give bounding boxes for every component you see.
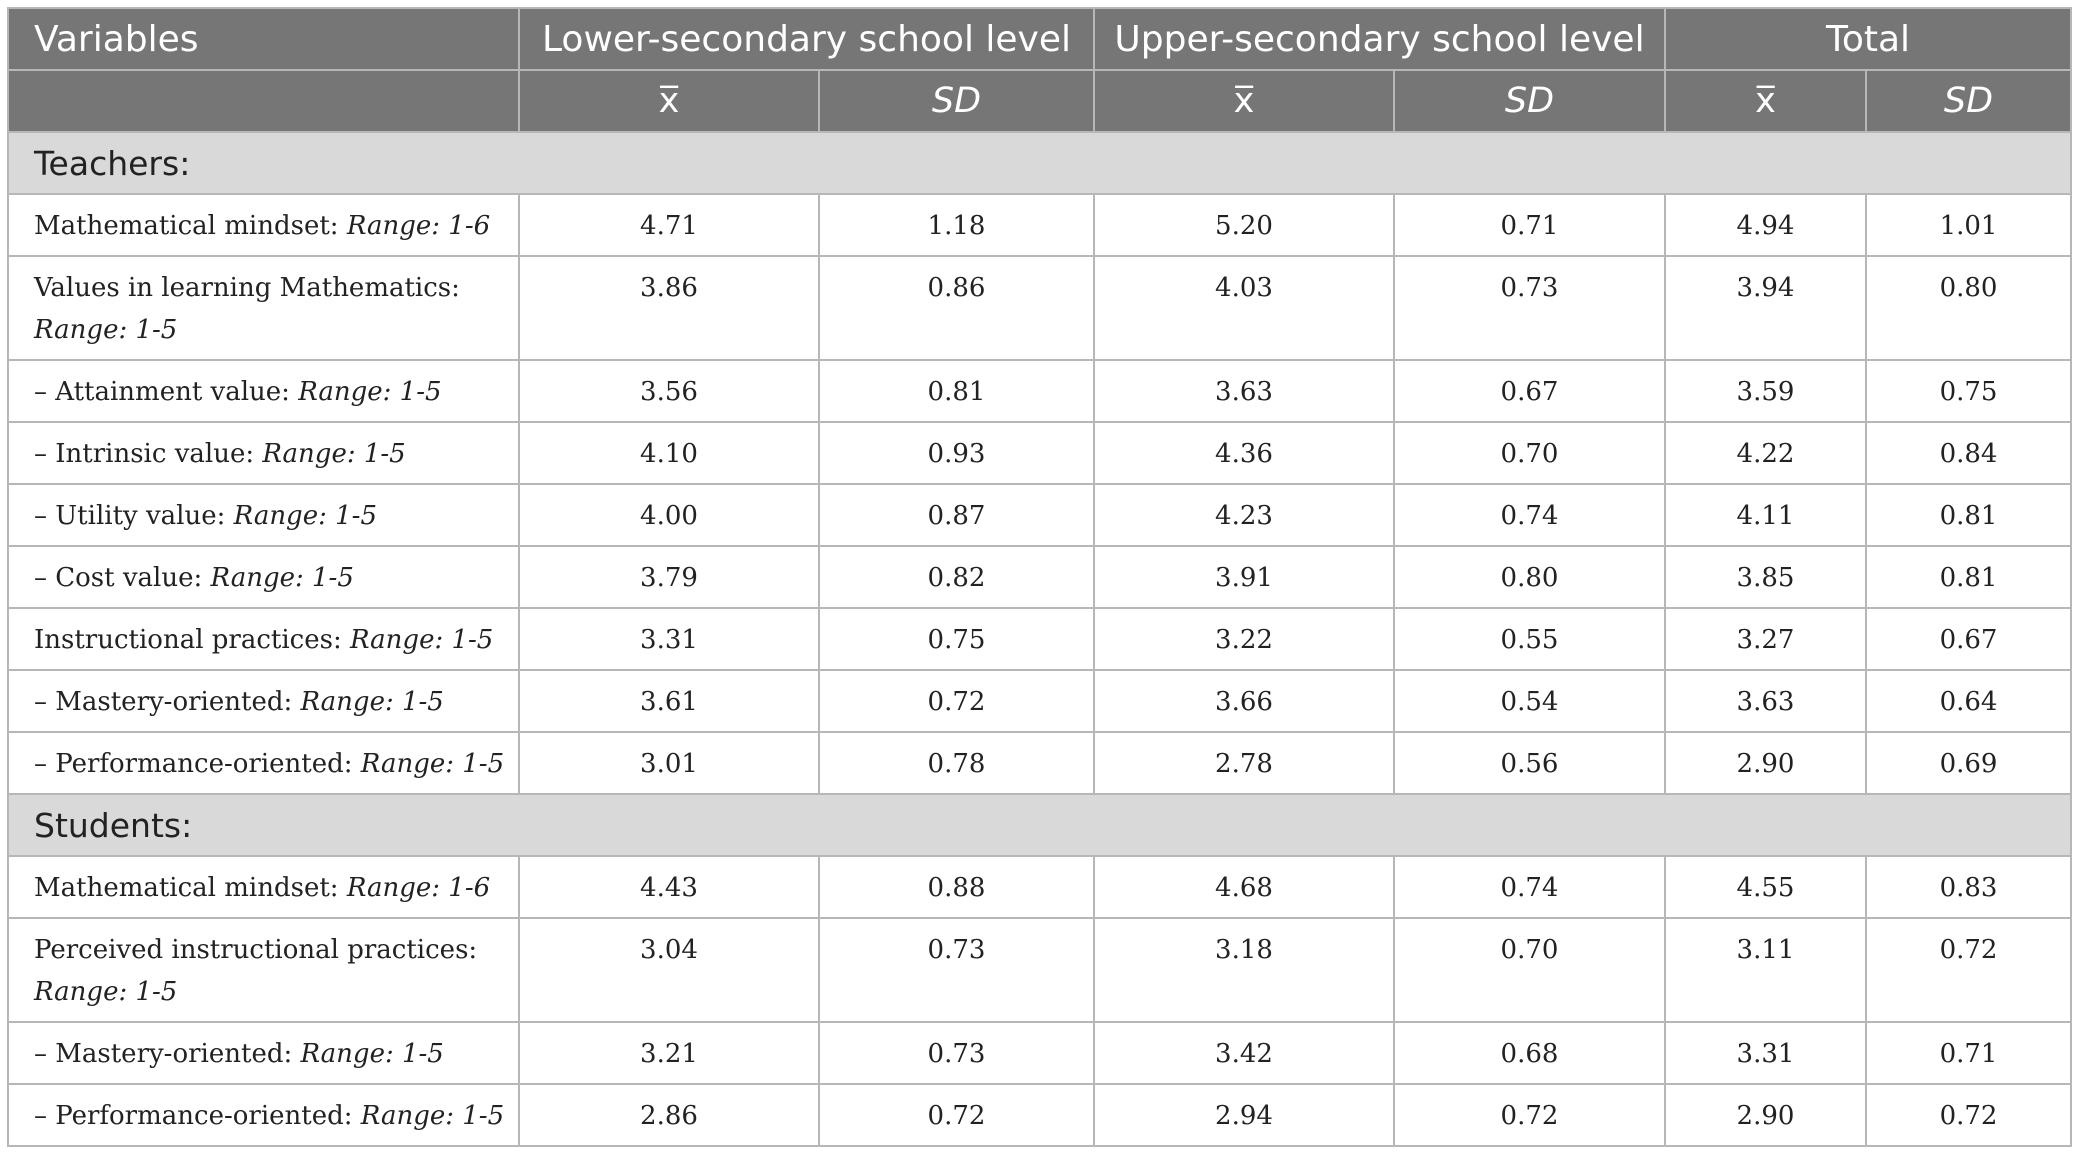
variable-label-cell: [8, 856, 519, 918]
sd-value-cell: 0.80: [1866, 256, 2071, 360]
sd-value-cell: 0.72: [1866, 918, 2071, 1022]
mean-value-cell: 3.42: [1094, 1022, 1394, 1084]
sd-value-cell: 0.56: [1394, 732, 1665, 794]
sd-value-cell: 0.81: [1866, 546, 2071, 608]
sd-value-cell: 0.80: [1394, 546, 1665, 608]
variable-range: Range: 1-5: [34, 977, 178, 1007]
mean-value-cell: 4.23: [1094, 484, 1394, 546]
mean-value-cell: 2.78: [1094, 732, 1394, 794]
variable-name: Perceived instructional practices:: [34, 935, 478, 965]
table-row: [8, 670, 2071, 732]
mean-value-cell: 3.63: [1665, 670, 1866, 732]
variable-range: Range: 1-5: [210, 563, 354, 593]
table-row: [8, 1084, 2071, 1146]
section-header-row: [8, 132, 2071, 194]
sd-value-cell: 0.55: [1394, 608, 1665, 670]
variable-range: Range: 1-5: [350, 625, 494, 655]
mean-value-cell: 3.63: [1094, 360, 1394, 422]
sd-value-cell: 0.78: [819, 732, 1094, 794]
table-row: [8, 422, 2071, 484]
sd-value-cell: 0.54: [1394, 670, 1665, 732]
mean-value-cell: 4.36: [1094, 422, 1394, 484]
sd-value-cell: 0.73: [1394, 256, 1665, 360]
mean-value-cell: 3.86: [519, 256, 819, 360]
variable-name: – Performance-oriented:: [34, 749, 361, 779]
sd-value-cell: 0.74: [1394, 856, 1665, 918]
sd-value-cell: 0.81: [819, 360, 1094, 422]
variable-name: – Cost value:: [34, 563, 211, 593]
mean-header: x̅: [1094, 70, 1394, 132]
mean-value-cell: 3.59: [1665, 360, 1866, 422]
mean-value-cell: 4.11: [1665, 484, 1866, 546]
variable-label-cell: [8, 732, 519, 794]
variable-label-cell: [8, 422, 519, 484]
mean-value-cell: 4.68: [1094, 856, 1394, 918]
upper-secondary-header: Upper-secondary school level: [1094, 8, 1665, 70]
sd-value-cell: 0.81: [1866, 484, 2071, 546]
mean-value-cell: 5.20: [1094, 194, 1394, 256]
table-row: [8, 856, 2071, 918]
mean-header: x̅: [519, 70, 819, 132]
table-row: [8, 360, 2071, 422]
mean-value-cell: 2.94: [1094, 1084, 1394, 1146]
table-row: [8, 918, 2071, 1022]
variable-range: Range: 1-5: [300, 1039, 444, 1069]
table-row: [8, 484, 2071, 546]
table-row: [8, 194, 2071, 256]
mean-value-cell: 3.85: [1665, 546, 1866, 608]
mean-value-cell: 4.43: [519, 856, 819, 918]
sd-value-cell: 0.69: [1866, 732, 2071, 794]
sd-value-cell: 0.75: [819, 608, 1094, 670]
variable-range: Range: 1-5: [262, 439, 406, 469]
mean-header: x̅: [1665, 70, 1866, 132]
sd-value-cell: 0.67: [1394, 360, 1665, 422]
variable-name: Mathematical mindset:: [34, 873, 347, 903]
variable-range: Range: 1-5: [300, 687, 444, 717]
mean-value-cell: 3.79: [519, 546, 819, 608]
table-body: [8, 132, 2071, 1146]
mean-value-cell: 3.31: [519, 608, 819, 670]
sd-value-cell: 0.93: [819, 422, 1094, 484]
mean-value-cell: 3.27: [1665, 608, 1866, 670]
sd-value-cell: 0.72: [819, 1084, 1094, 1146]
variable-name: Values in learning Mathematics:: [34, 273, 460, 303]
table-row: [8, 256, 2071, 360]
sd-value-cell: 0.72: [819, 670, 1094, 732]
mean-value-cell: 3.31: [1665, 1022, 1866, 1084]
variable-name: – Mastery-oriented:: [34, 687, 301, 717]
variable-range: Range: 1-5: [360, 1101, 505, 1131]
variable-range: Range: 1-5: [360, 749, 505, 779]
variable-label-cell: [8, 194, 519, 256]
mean-value-cell: 3.94: [1665, 256, 1866, 360]
variable-label-cell: [8, 256, 519, 360]
sd-value-cell: 0.70: [1394, 918, 1665, 1022]
variable-name: – Mastery-oriented:: [34, 1039, 301, 1069]
mean-value-cell: 4.71: [519, 194, 819, 256]
sd-value-cell: 0.84: [1866, 422, 2071, 484]
sd-value-cell: 0.82: [819, 546, 1094, 608]
variables-header: Variables: [8, 8, 519, 70]
sd-value-cell: 0.74: [1394, 484, 1665, 546]
variable-label-cell: [8, 918, 519, 1022]
header-row-stats: [8, 70, 2071, 132]
variable-range: Range: 1-5: [233, 501, 377, 531]
mean-value-cell: 4.22: [1665, 422, 1866, 484]
header-row-groups: [8, 8, 2071, 70]
variable-label-cell: [8, 360, 519, 422]
sd-value-cell: 0.72: [1866, 1084, 2071, 1146]
table-row: [8, 546, 2071, 608]
mean-value-cell: 4.55: [1665, 856, 1866, 918]
sd-value-cell: 0.72: [1394, 1084, 1665, 1146]
total-header: Total: [1665, 8, 2071, 70]
mean-value-cell: 3.04: [519, 918, 819, 1022]
mean-value-cell: 3.21: [519, 1022, 819, 1084]
variable-label-cell: [8, 608, 519, 670]
mean-value-cell: 2.90: [1665, 732, 1866, 794]
mean-value-cell: 2.86: [519, 1084, 819, 1146]
mean-value-cell: 2.90: [1665, 1084, 1866, 1146]
sd-header: SD: [819, 70, 1094, 132]
variable-label-cell: [8, 1022, 519, 1084]
sd-value-cell: 0.70: [1394, 422, 1665, 484]
variable-name: – Attainment value:: [34, 377, 299, 407]
variable-range: Range: 1-5: [34, 315, 178, 345]
sd-header: SD: [1866, 70, 2071, 132]
sd-value-cell: 0.64: [1866, 670, 2071, 732]
variable-name: – Intrinsic value:: [34, 439, 263, 469]
sd-value-cell: 0.86: [819, 256, 1094, 360]
variable-name: – Performance-oriented:: [34, 1101, 361, 1131]
section-title: Students:: [8, 794, 2071, 856]
sd-value-cell: 0.87: [819, 484, 1094, 546]
variable-label-cell: [8, 546, 519, 608]
mean-value-cell: 3.22: [1094, 608, 1394, 670]
mean-value-cell: 3.61: [519, 670, 819, 732]
variable-label-cell: [8, 1084, 519, 1146]
empty-header-cell: [8, 70, 519, 132]
section-header-row: [8, 794, 2071, 856]
variable-label-cell: [8, 670, 519, 732]
section-title: Teachers:: [8, 132, 2071, 194]
variable-range: Range: 1-6: [346, 211, 491, 241]
sd-value-cell: 0.71: [1866, 1022, 2071, 1084]
mean-value-cell: 4.10: [519, 422, 819, 484]
sd-value-cell: 0.88: [819, 856, 1094, 918]
sd-value-cell: 1.01: [1866, 194, 2071, 256]
sd-value-cell: 0.71: [1394, 194, 1665, 256]
table-row: [8, 732, 2071, 794]
sd-value-cell: 0.73: [819, 1022, 1094, 1084]
descriptive-statistics-table: [7, 7, 2072, 1147]
sd-value-cell: 1.18: [819, 194, 1094, 256]
mean-value-cell: 4.00: [519, 484, 819, 546]
mean-value-cell: 3.01: [519, 732, 819, 794]
sd-header: SD: [1394, 70, 1665, 132]
variable-range: Range: 1-5: [298, 377, 442, 407]
mean-value-cell: 3.91: [1094, 546, 1394, 608]
mean-value-cell: 3.18: [1094, 918, 1394, 1022]
mean-value-cell: 4.03: [1094, 256, 1394, 360]
variable-name: Mathematical mindset:: [34, 211, 347, 241]
sd-value-cell: 0.73: [819, 918, 1094, 1022]
table-row: [8, 608, 2071, 670]
sd-value-cell: 0.68: [1394, 1022, 1665, 1084]
mean-value-cell: 4.94: [1665, 194, 1866, 256]
sd-value-cell: 0.67: [1866, 608, 2071, 670]
variable-range: Range: 1-6: [346, 873, 491, 903]
variable-name: Instructional practices:: [34, 625, 350, 655]
sd-value-cell: 0.75: [1866, 360, 2071, 422]
variable-label-cell: [8, 484, 519, 546]
lower-secondary-header: Lower-secondary school level: [519, 8, 1094, 70]
variable-name: – Utility value:: [34, 501, 234, 531]
mean-value-cell: 3.66: [1094, 670, 1394, 732]
mean-value-cell: 3.56: [519, 360, 819, 422]
mean-value-cell: 3.11: [1665, 918, 1866, 1022]
sd-value-cell: 0.83: [1866, 856, 2071, 918]
table-row: [8, 1022, 2071, 1084]
